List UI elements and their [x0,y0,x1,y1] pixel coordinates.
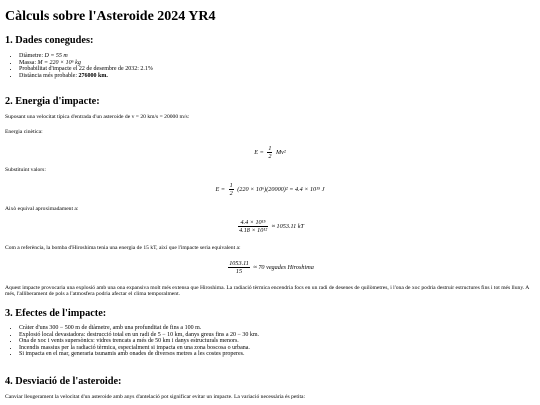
dades-list [5,53,153,79]
equivalence-label: Això equival aproximadament a: [5,206,79,212]
list-item: • Probabilitat d'impacte el 22 de desembre de 2032: 2.1% [19,66,153,73]
hiroshima-reference: Com a referència, la bomba d'Hiroshima tenia una energia de 15 kT, així que l'impacte seria equivalent a: [5,245,241,251]
equation-kilotons: $\frac{\text{4.4 × 10¹⁵}}{\text{4.18 × 10¹²}}$ ≈ 1053.11 kT [239,219,304,234]
fraction: $\frac{1}{2}$ [268,145,272,160]
kinetic-label: Energia cinètica: [5,129,43,135]
list-item: • Diàmetre: D = 55 m [19,53,153,60]
list-item: • Incendis massius per la radiació tèrmica, especialment si impacta en una zona boscosa o urbana. [19,345,259,352]
page-title: Càlculs sobre l'Asteroide 2024 YR4 [5,9,216,24]
substitution-label: Substituint valors: [5,167,46,173]
list-item: • Explosió local devastadora: destrucció total en un radi de 5 − 10 km, danys greus fins a 20 − 30 km. [19,332,259,339]
equation-substitution: E = $\frac{1}{2}$ (220 × 10⁶)(20000)² = 4.4 × 10¹⁵ J [215,182,325,197]
list-item: • Cràter d'uns 300 − 500 m de diàmetre, amb una profunditat de fins a 100 m. [19,325,259,332]
deviation-intro: Canviar lleugerament la velocitat d'un asteroide amb anys d'antelació pot significar evitar un impacte. La variació necessària és petita: [5,394,306,400]
fraction: $\frac{\text{4.4 × 10¹⁵}}{\text{4.18 × 10¹²}}$ [239,219,268,234]
section-heading-efectes: 3. Efectes de l'impacte: [5,308,107,319]
section-heading-dades: 1. Dades conegudes: [5,35,94,46]
section-heading-desviacio: 4. Desviació de l'asteroide: [5,376,122,387]
energy-conclusion: Aquest impacte provocaria una explosió amb una ona expansiva molt més extensa que Hiroshima. La radiació tèrmica encendria focs en un radi de desenes de quilòmetres, i l'ona de xoc podria destruir estructures fins i tot més lluny. A més, l'alliberament de pols a l'atmosfera podria afectar el clima temporalment. [5,285,529,298]
list-item: • Massa: M = 220 × 10⁶ kg [19,60,153,67]
section-heading-energia: 2. Energia d'impacte: [5,96,100,107]
energy-intro: Suposant una velocitat típica d'entrada d'un asteroide de v = 20 km/s = 20000 m/s: [5,114,190,120]
list-item: • Ona de xoc i vents supersònics: vidres trencats a més de 50 km i danys estructurals menors. [19,338,259,345]
fraction: $\frac{1}{2}$ [229,182,233,197]
list-item: • Distància més probable: 276000 km. [19,73,153,80]
equation-hiroshima: $\frac{1053.11}{15}$ ≈ 70 vegades Hiroshima [229,260,314,275]
efectes-list [5,325,259,358]
equation-kinetic: E = $\frac{1}{2}$ Mv² [254,145,286,160]
fraction: $\frac{1053.11}{15}$ [229,260,249,275]
list-item: • Si impacta en el mar, generaria tsunamis amb onades de diversos metres a les costes properes. [19,351,259,358]
